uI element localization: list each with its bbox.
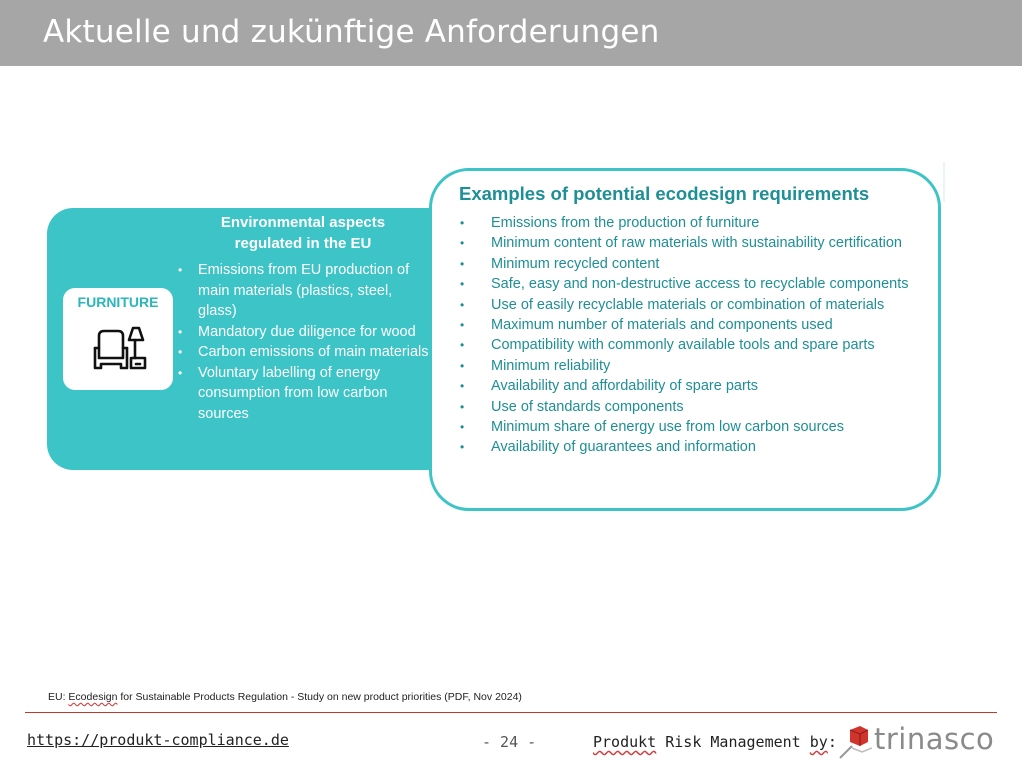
furniture-category-card xyxy=(63,288,173,390)
list-item: • Availability and affordability of spare parts xyxy=(458,376,932,396)
list-item: • Safe, easy and non-destructive access to recyclable components xyxy=(458,274,932,294)
source-prefix: EU: xyxy=(48,691,69,703)
source-note xyxy=(48,691,522,703)
source-text: for Sustainable Products Regulation - Study on new product priorities (PDF, Nov 2024) xyxy=(117,691,522,703)
list-item: • Minimum share of energy use from low carbon sources xyxy=(458,417,932,437)
list-item: • Maximum number of materials and components used xyxy=(458,315,932,335)
environmental-aspects-heading: Environmental aspects regulated in the EU xyxy=(220,214,386,252)
trinasco-logo xyxy=(838,722,998,760)
brand-word-by: by xyxy=(809,733,828,751)
list-item: • Emissions from EU production of main materials (plastics, steel, glass) xyxy=(176,260,434,322)
ecodesign-requirements-list xyxy=(458,213,932,458)
list-item: • Availability of guarantees and information xyxy=(458,437,932,457)
footer-divider xyxy=(25,712,997,713)
logo-wordmark: trinasco xyxy=(874,722,995,756)
armchair-lamp-icon xyxy=(90,318,148,376)
website-link[interactable]: https://produkt-compliance.de xyxy=(27,731,289,749)
footer-brand-text xyxy=(593,733,837,751)
title-bar xyxy=(0,0,1022,66)
cube-logo-icon xyxy=(838,722,872,760)
brand-word-produkt: Produkt xyxy=(593,733,657,751)
list-item: • Use of easily recyclable materials or combination of materials xyxy=(458,295,932,315)
environmental-aspects-list xyxy=(176,260,434,424)
list-item: • Mandatory due diligence for wood xyxy=(176,322,434,343)
list-item: • Carbon emissions of main materials xyxy=(176,342,434,363)
list-item: • Minimum content of raw materials with sustainability certification xyxy=(458,233,932,253)
list-item: • Voluntary labelling of energy consumption from low carbon sources xyxy=(176,363,434,425)
list-item: • Compatibility with commonly available tools and spare parts xyxy=(458,335,932,355)
slide-title: Aktuelle und zukünftige Anforderungen xyxy=(43,14,660,50)
panel-edge xyxy=(943,162,945,202)
source-link[interactable]: Ecodesign xyxy=(68,691,118,703)
brand-middle: Risk Management xyxy=(656,733,810,751)
list-item: • Use of standards components xyxy=(458,397,932,417)
list-item: • Minimum reliability xyxy=(458,356,932,376)
list-item: • Emissions from the production of furniture xyxy=(458,213,932,233)
brand-suffix: : xyxy=(827,733,837,751)
furniture-label: FURNITURE xyxy=(77,294,159,310)
page-number: - 24 - xyxy=(482,733,537,751)
list-item: • Minimum recycled content xyxy=(458,254,932,274)
ecodesign-requirements-heading: Examples of potential ecodesign requirements xyxy=(459,183,870,204)
